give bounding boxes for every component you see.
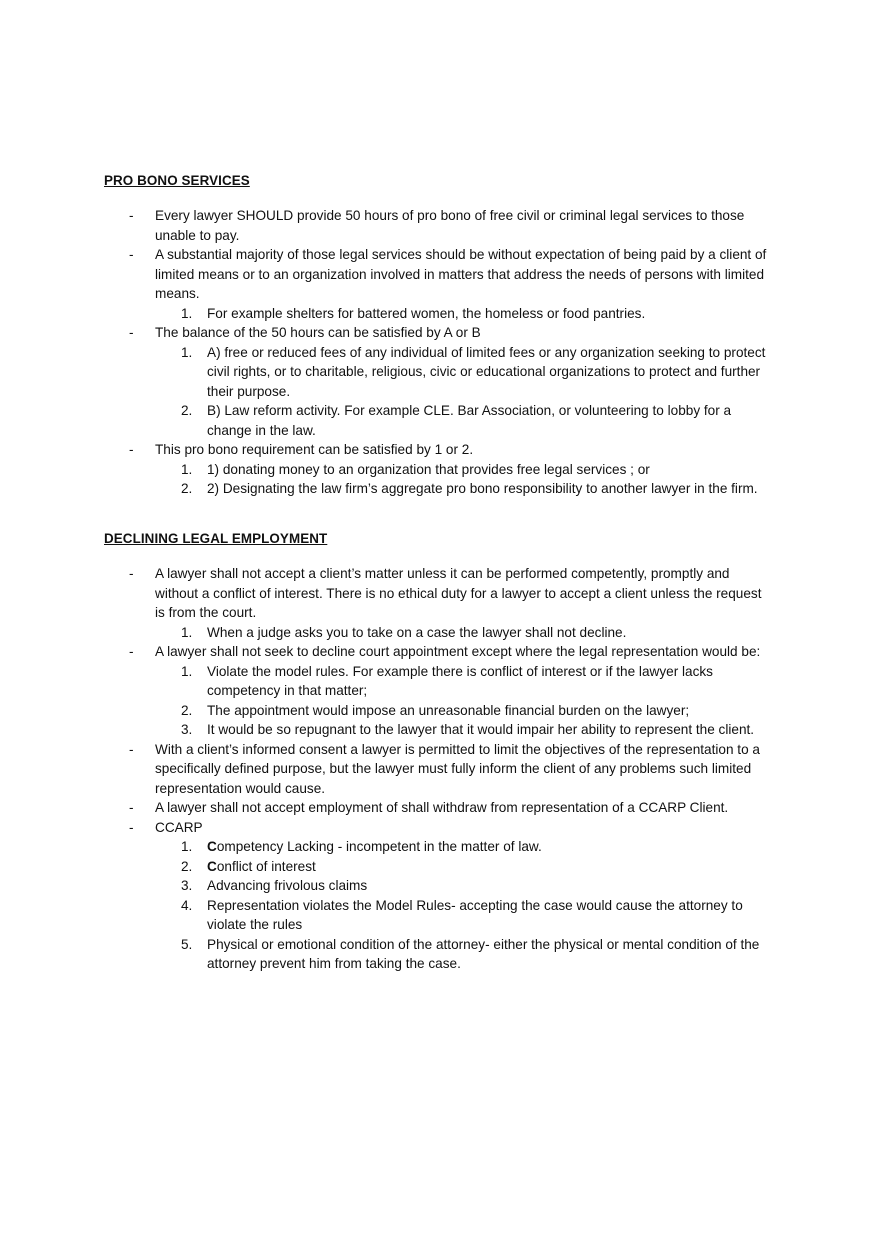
item-text: For example shelters for battered women, the homeless or food pantries. [207, 305, 646, 321]
item-number: 2. [181, 481, 193, 496]
bullet-text: A lawyer shall not accept a client’s matter unless it can be performed competently, promptly and without a conflict of interest. There is no ethical duty for a lawyer to accept a client unless the request is from the court. [155, 566, 762, 620]
bullet-marker: - [129, 325, 134, 340]
sub-list [155, 460, 775, 499]
sub-list [155, 304, 775, 324]
list-item [0, 818, 775, 974]
item-number: 1. [181, 344, 193, 360]
item-text: 1) donating money to an organization that provides free legal services ; or [207, 461, 650, 477]
bullet-text: A substantial majority of those legal services should be without expectation of being paid by a client of limited means or to an organization involved in matters that address the needs of persons with limited means. [155, 247, 767, 301]
bullet-text: The balance of the 50 hours can be satisfied by A or B [155, 325, 481, 340]
numbered-item [155, 304, 773, 324]
item-number: 2. [181, 702, 193, 718]
list-item [0, 440, 775, 499]
list-item [0, 740, 775, 799]
item-text: Representation violates the Model Rules- accepting the case would cause the attorney to violate the rules [207, 897, 743, 932]
list-item [0, 323, 775, 440]
bullet-marker: - [129, 247, 134, 262]
sub-list [155, 837, 775, 974]
bullet-marker: - [129, 741, 134, 757]
numbered-item [155, 662, 773, 701]
bullet-marker: - [129, 208, 134, 223]
item-number: 2. [181, 403, 193, 418]
numbered-item [155, 935, 773, 974]
bullet-text: CCARP [155, 819, 203, 835]
heading-pro-bono-services: PRO BONO SERVICES [104, 173, 250, 188]
item-number: 1. [181, 663, 193, 679]
bullet-marker: - [129, 442, 134, 457]
item-number: 5. [181, 936, 193, 952]
sub-list [155, 343, 775, 441]
numbered-item [155, 720, 773, 740]
numbered-item [155, 460, 773, 480]
item-text: It would be so repugnant to the lawyer that it would impair her ability to represent the client. [207, 722, 755, 737]
bullet-marker: - [129, 819, 134, 835]
item-text: Advancing frivolous claims [207, 878, 368, 893]
ccarp-letter: C [207, 839, 217, 854]
numbered-item [155, 401, 773, 440]
numbered-item [155, 343, 773, 402]
bullet-marker: - [129, 644, 134, 659]
sub-list [155, 623, 775, 643]
list-item [0, 798, 775, 818]
numbered-item [155, 876, 773, 896]
bullet-text: This pro bono requirement can be satisfied by 1 or 2. [155, 442, 474, 457]
bullet-text: Every lawyer SHOULD provide 50 hours of pro bono of free civil or criminal legal services to those unable to pay. [155, 208, 745, 243]
numbered-item [155, 896, 773, 935]
numbered-item [155, 479, 773, 499]
item-text: onflict of interest [216, 858, 316, 874]
item-number: 1. [181, 305, 193, 321]
bullet-marker: - [129, 566, 134, 581]
item-text: A) free or reduced fees of any individual of limited fees or any organization seeking to protect civil rights, or to charitable, religious, civic or educational organizations to protect and further their purpose. [207, 344, 766, 399]
pro-bono-bullet-list [0, 206, 880, 499]
item-number: 4. [181, 897, 193, 913]
item-text: Physical or emotional condition of the attorney- either the physical or mental condition of the attorney prevent him from taking the case. [207, 936, 760, 971]
list-item [0, 642, 775, 740]
item-text: ompetency Lacking - incompetent in the matter of law. [216, 839, 542, 854]
heading-declining-legal-employment: DECLINING LEGAL EMPLOYMENT [104, 531, 328, 546]
item-text: B) Law reform activity. For example CLE. Bar Association, or volunteering to lobby for a change in the law. [207, 403, 732, 438]
item-text: Violate the model rules. For example there is conflict of interest or if the lawyer lacks competency in that matter; [207, 663, 713, 698]
list-item [0, 245, 775, 323]
item-number: 1. [181, 839, 193, 854]
declining-employment-bullet-list [0, 564, 880, 974]
item-number: 2. [181, 858, 193, 874]
bullet-text: With a client’s informed consent a lawyer is permitted to limit the objectives of the representation to a specifically defined purpose, but the lawyer must fully inform the client of any problems such limited representation would cause. [155, 741, 760, 796]
sub-list [155, 662, 775, 740]
item-text: 2) Designating the law firm’s aggregate pro bono responsibility to another lawyer in the firm. [207, 481, 758, 496]
bullet-marker: - [129, 800, 134, 815]
bullet-text: A lawyer shall not seek to decline court appointment except where the legal representation would be: [155, 644, 761, 659]
list-item [0, 564, 775, 642]
numbered-item [155, 623, 773, 643]
ccarp-letter: C [207, 858, 217, 874]
item-text: The appointment would impose an unreasonable financial burden on the lawyer; [207, 702, 690, 718]
numbered-item [155, 857, 773, 877]
item-number: 3. [181, 722, 193, 737]
numbered-item [155, 837, 773, 857]
item-number: 3. [181, 878, 193, 893]
list-item [0, 206, 775, 245]
bullet-text: A lawyer shall not accept employment of shall withdraw from representation of a CCARP Client. [155, 800, 729, 815]
item-number: 1. [181, 461, 193, 477]
numbered-item [155, 701, 773, 721]
item-text: When a judge asks you to take on a case the lawyer shall not decline. [207, 624, 627, 640]
item-number: 1. [181, 624, 193, 640]
